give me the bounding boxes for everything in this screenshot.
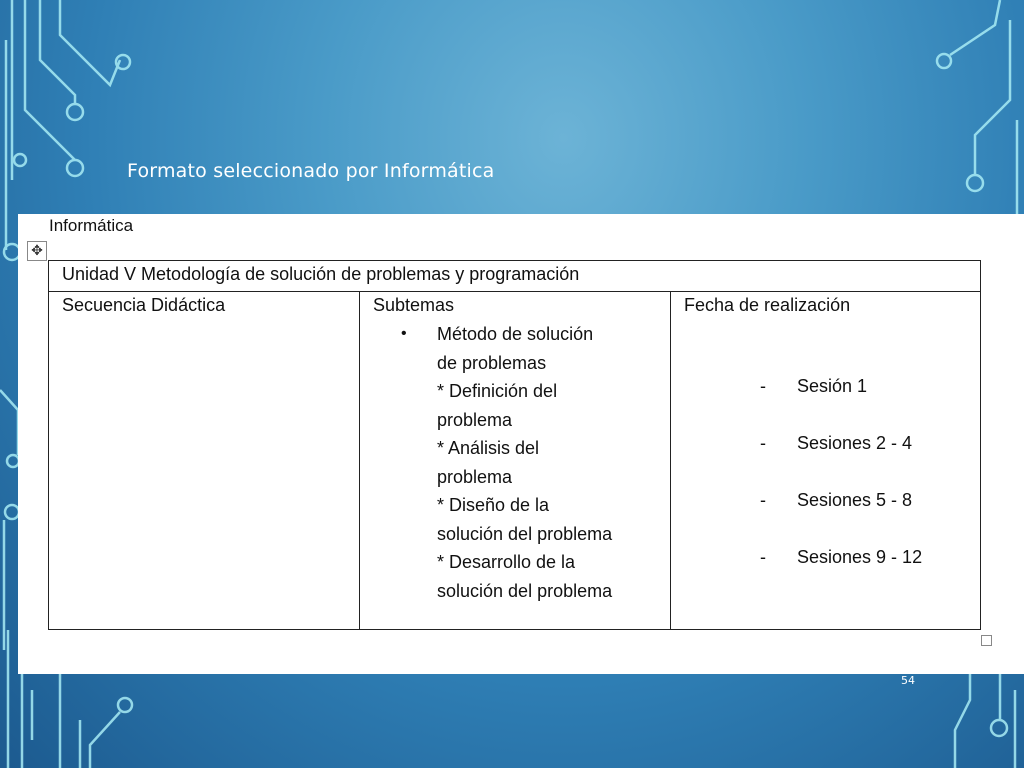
list-item — [373, 320, 657, 605]
list-item — [684, 376, 967, 433]
bullet-icon: • — [401, 325, 407, 342]
session-label: Sesiones 5 - 8 — [797, 490, 913, 510]
page-number: 54 — [901, 674, 915, 687]
list-item — [684, 547, 967, 604]
list-item — [684, 433, 967, 490]
move-icon[interactable]: ✥ — [27, 241, 47, 261]
column-header-fecha: Fecha de realización — [684, 295, 851, 315]
subtopic-line: * Desarrollo de la — [437, 552, 576, 572]
unit-header-row — [49, 261, 981, 292]
subtopic-line: solución del problema — [437, 580, 613, 601]
resize-handle-icon[interactable] — [981, 635, 992, 646]
session-label: Sesión 1 — [797, 376, 868, 396]
sessions-list — [684, 376, 967, 604]
subtopic-line: * Análisis del — [437, 438, 540, 458]
dash-marker: - — [760, 547, 766, 567]
fecha-cell — [671, 292, 981, 630]
session-label: Sesiones 2 - 4 — [797, 433, 913, 453]
column-header-secuencia: Secuencia Didáctica — [62, 295, 226, 315]
dash-marker: - — [760, 376, 766, 396]
secuencia-cell — [49, 292, 360, 630]
column-header-subtemas: Subtemas — [373, 295, 455, 315]
session-label: Sesiones 9 - 12 — [797, 547, 923, 567]
subtemas-cell — [360, 292, 671, 630]
content-row — [49, 292, 981, 630]
subtopic-line: de problemas — [437, 352, 547, 373]
subtopics-list — [373, 320, 657, 605]
dash-marker: - — [760, 433, 766, 453]
subtopic-line: * Definición del — [437, 381, 558, 401]
slide-title: Formato seleccionado por Informática — [127, 160, 495, 182]
list-item — [684, 490, 967, 547]
subtopic-line: * Diseño de la — [437, 495, 550, 515]
unit-header-cell: Unidad V Metodología de solución de problemas y programación — [49, 261, 981, 292]
subtopic-line: solución del problema — [437, 523, 613, 544]
subtopic-line: problema — [437, 466, 513, 487]
dash-marker: - — [760, 490, 766, 510]
subtopic-line: problema — [437, 409, 513, 430]
subtopic-line: Método de solución — [437, 324, 594, 344]
lesson-plan-table — [48, 260, 981, 630]
document-heading: Informática — [49, 216, 134, 235]
embedded-document — [18, 214, 1024, 674]
